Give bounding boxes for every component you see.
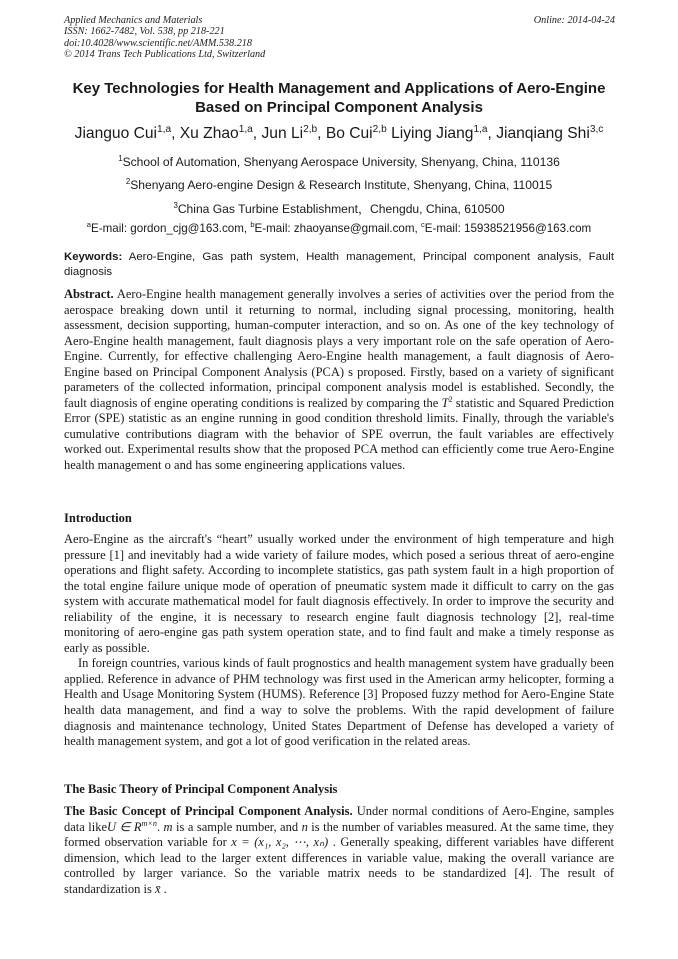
abstract [64, 287, 614, 474]
theory-text: . [160, 881, 167, 896]
t2-superscript: 2 [448, 394, 453, 404]
keywords-text: Aero-Engine, Gas path system, Health management, Principal component analysis, Fault diagnosis [64, 251, 614, 279]
issn-line: ISSN: 1662-7482, Vol. 538, pp 218-221 [64, 26, 225, 38]
theory-heading: The Basic Theory of Principal Component Analysis [64, 782, 338, 796]
email-sup: c [420, 220, 425, 230]
email-a: E-mail: gordon_cjg@163.com, [91, 222, 251, 235]
email-sup: a [86, 220, 91, 230]
affiliation-text: School of Automation, Shenyang Aerospace University, Shenyang, China, 110136 [122, 155, 560, 169]
theory-subheading: The Basic Concept of Principal Component Analysis. [64, 804, 353, 818]
journal-header [64, 15, 265, 60]
author-sup: 3,c [589, 123, 604, 135]
math-inline: x = (x₁, x₂, ⋯, xₙ) [231, 835, 329, 850]
doi-line: doi:10.4028/www.scientific.net/AMM.538.218 [64, 37, 252, 49]
theory-text: Under normal conditions of Aero-Engine, samples data like [64, 804, 614, 834]
author-sup: 1,a [238, 123, 253, 135]
theory-text: . Generally speaking, different variables have different dimension, which lead to the larger extent differences in variable value, making the overall variance are controlled by larger variance. So the variable matrix needs to be standardized [4]. The result of standardization is [64, 835, 614, 896]
author-name: Bo Cui [325, 125, 373, 142]
email-b: E-mail: zhaoyanse@gmail.com, [254, 222, 421, 235]
affiliation-text: China Gas Turbine Establishment，Chengdu, China, 610500 [177, 202, 505, 216]
keywords-label: Keywords: [64, 251, 123, 263]
affiliation-3 [64, 200, 614, 217]
author-name: Jianqiang Shi [496, 125, 590, 142]
email-c: E-mail: 15938521956@163.com [424, 222, 592, 235]
affiliation-sup: 2 [125, 176, 131, 186]
author-sup: 1,a [473, 123, 488, 135]
author-list: Jianguo Cui$^{1,a}$, Xu Zhao$^{1,a}$, Jun Li$^{2,b}$, Bo Cui$^{2,b}$ Liying Jiang$^{1,a}$, Jianqiang Shi$^{3,c}$ [74, 123, 604, 142]
theory-body [64, 804, 614, 897]
author-name: Liying Jiang [391, 125, 474, 142]
email-sup: b [250, 220, 255, 230]
theory-text: is a sample number, and [172, 819, 302, 834]
author-name: Jun Li [261, 125, 304, 142]
math-inline: n [301, 819, 308, 834]
affiliation-2 [64, 178, 614, 192]
email-line [64, 222, 614, 235]
author-sup: 1,a [157, 123, 172, 135]
introduction-body [64, 532, 614, 750]
abstract-text: statistic and Squared Prediction Error (SPE) statistic as an engine running in good condition threshold limits. Finally, through the variable's cumulative contributions diagram with the behavior of SPE overrun, the fault variables are effectively worked out. Experimental results show that the proposed PCA method can efficiently come true Aero-Engine health management o and has some engineering applications values. [64, 395, 615, 473]
math-superscript: m×n [141, 818, 157, 828]
intro-paragraph-2: In foreign countries, various kinds of fault prognostics and health management system have gradually been applied. Reference in advance of PHM technology was first used in the American army helicopter, forming a Health and Usage Monitoring System (HUMS). Reference [3] Proposed fuzzy method for Aero-Engine State health data management, and find a way to solve the problems. With the rapid development of failure diagnosis and maintenance technology, United States Department of Defense has developed a variety of health management system, and got a lot of good verification in the related areas. [64, 656, 614, 749]
abstract-label: Abstract. [64, 287, 114, 301]
affiliation-text: Shenyang Aero-engine Design & Research Institute, Shenyang, China, 110015 [130, 178, 553, 192]
copyright-line: © 2014 Trans Tech Publications Ltd, Switzerland [64, 48, 266, 60]
math-inline: m [163, 819, 173, 834]
keywords [64, 250, 614, 281]
author-sup: 2,b [303, 123, 318, 135]
journal-name: Applied Mechanics and Materials [64, 15, 203, 26]
online-date: Online: 2014-04-24 [533, 15, 615, 26]
t2-symbol: T [441, 395, 449, 410]
affiliation-1 [64, 155, 614, 169]
introduction-heading: Introduction [64, 511, 132, 525]
author-name: Xu Zhao [179, 125, 239, 142]
author-sup: 2,b [372, 123, 387, 135]
affiliation-sup: 1 [118, 153, 123, 163]
theory-text: . [156, 819, 164, 834]
author-name: Jianguo Cui [74, 125, 158, 142]
math-inline: U ∈ R [107, 819, 142, 834]
math-inline: x̄ [154, 881, 161, 896]
abstract-text: Aero-Engine health management generally involves a series of activities over the period from the aerospace breaking down until it returning to normal, including signal processing, monitoring, health assessment, decision supporting, human-computer interaction, and so on. As one of the key technology of Aero-Engine health management, fault diagnosis plays a very important role on the safe operation of Aero-Engine. Currently, for effective challenging Aero-Engine health management, a fault diagnosis of Aero-Engine based on Principal Component Analysis (PCA) s proposed. Firstly, based on a variety of significant parameters of the collected information, principal component analysis model is established. Secondly, the fault diagnosis of engine operating conditions is realized by comparing the [64, 287, 614, 410]
intro-paragraph-1: Aero-Engine as the aircraft's “heart” usually worked under the environment of high temperature and high pressure [1] and inevitably had a wide variety of failure modes, which posed a serious threat of aero-engine operations and flight safety. According to incomplete statistics, gas path system fault in a high proportion of the total engine failure unique mode of operation of pneumatic system made it difficult to carry on the gas system with accurate mathematical model for fault diagnosis effectively. In order to improve the security and reliability of the engine, it is necessary to research engine fault diagnosis technology [2], real-time monitoring of aero-engine gas path system operation state, and to find fault and make a timely response as early as possible. [64, 532, 614, 655]
paper-title: Key Technologies for Health Management and Applications of Aero-Engine Based on Principal Component Analysis [72, 80, 606, 116]
affiliation-sup: 3 [173, 200, 178, 210]
theory-text: is the number of variables measured. At the same time, they formed observation variable for [64, 819, 615, 850]
